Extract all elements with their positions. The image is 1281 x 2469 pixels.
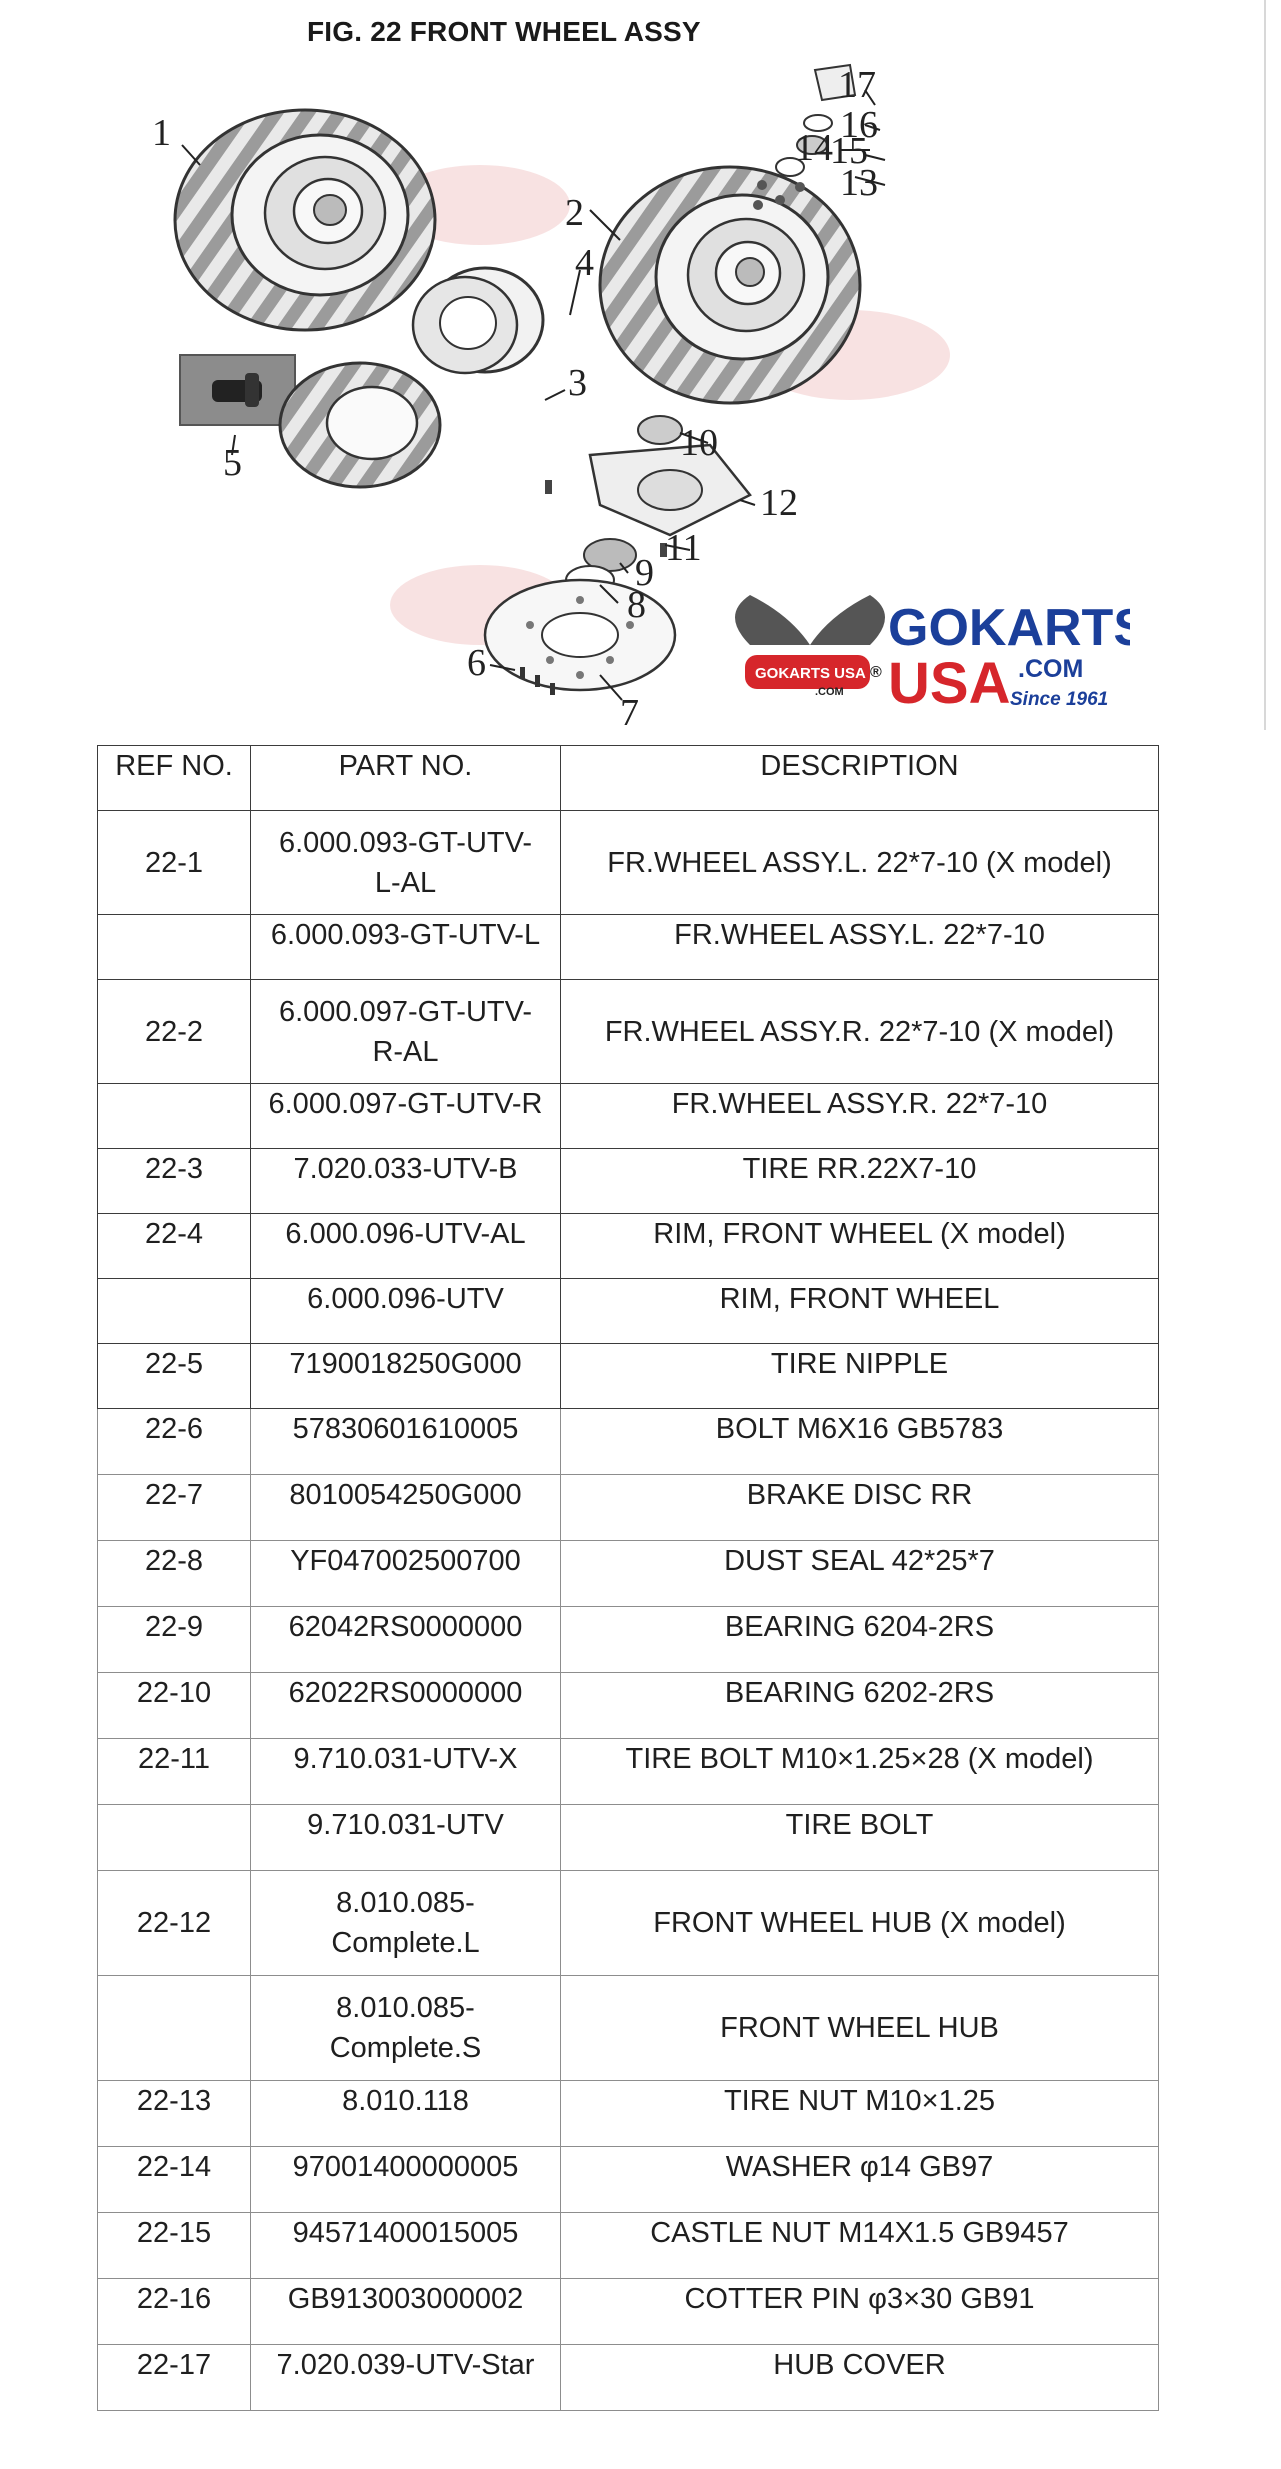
part-cell: GB913003000002 — [251, 2279, 561, 2345]
part-cell: 7.020.033-UTV-B — [251, 1149, 561, 1214]
logo-badge-text: GOKARTS USA — [755, 665, 866, 682]
exploded-diagram — [150, 55, 1130, 725]
ref-cell: 22-4 — [98, 1214, 251, 1279]
logo-registered: ® — [870, 664, 882, 681]
ref-cell — [98, 1805, 251, 1871]
part-line-1: 8.010.085- — [336, 1992, 475, 2024]
desc-cell: TIRE BOLT M10×1.25×28 (X model) — [561, 1739, 1159, 1805]
callout-10: 10 — [680, 422, 718, 464]
callout-16: 16 — [840, 104, 878, 146]
part-cell — [251, 811, 561, 915]
ref-cell: 22-12 — [98, 1871, 251, 1976]
exploded-diagram-svg — [150, 55, 1130, 725]
part-cell: 6.000.096-UTV — [251, 1279, 561, 1344]
part-cell: 7190018250G000 — [251, 1344, 561, 1409]
table-row — [98, 1279, 1159, 1344]
ref-cell: 22-8 — [98, 1541, 251, 1607]
table-row — [98, 1976, 1159, 2081]
desc-cell: FRONT WHEEL HUB (X model) — [561, 1871, 1159, 1976]
callout-11: 11 — [665, 527, 702, 569]
ref-cell: 22-15 — [98, 2213, 251, 2279]
brake-disc-7 — [485, 580, 675, 695]
table-row — [98, 1084, 1159, 1149]
part-cell: YF047002500700 — [251, 1541, 561, 1607]
part-cell: 8.010.118 — [251, 2081, 561, 2147]
desc-cell: FR.WHEEL ASSY.R. 22*7-10 — [561, 1084, 1159, 1149]
callout-12: 12 — [760, 482, 798, 524]
table-row — [98, 2081, 1159, 2147]
desc-cell: RIM, FRONT WHEEL — [561, 1279, 1159, 1344]
rim-4 — [413, 268, 543, 373]
desc-cell: FR.WHEEL ASSY.R. 22*7-10 (X model) — [561, 980, 1159, 1084]
part-line-2: Complete.S — [329, 2032, 482, 2064]
page-edge-rule — [1264, 0, 1266, 730]
part-cell: 6.000.093-GT-UTV-L — [251, 915, 561, 980]
table-row — [98, 1541, 1159, 1607]
ref-cell: 22-7 — [98, 1475, 251, 1541]
part-cell: 94571400015005 — [251, 2213, 561, 2279]
wheel-1-assembly — [175, 110, 435, 330]
ref-cell — [98, 1279, 251, 1344]
table-row — [98, 915, 1159, 980]
desc-cell: TIRE BOLT — [561, 1805, 1159, 1871]
part-cell: 9.710.031-UTV-X — [251, 1739, 561, 1805]
desc-cell: BRAKE DISC RR — [561, 1475, 1159, 1541]
ref-cell: 22-6 — [98, 1409, 251, 1475]
ref-cell: 22-11 — [98, 1739, 251, 1805]
desc-cell: BEARING 6202-2RS — [561, 1673, 1159, 1739]
ref-cell: 22-3 — [98, 1149, 251, 1214]
figure-title: FIG. 22 FRONT WHEEL ASSY — [307, 16, 701, 47]
gokarts-usa-logo — [735, 595, 1130, 716]
tire-3 — [280, 363, 440, 487]
ref-cell: 22-1 — [98, 811, 251, 915]
ref-cell: 22-2 — [98, 980, 251, 1084]
ref-cell: 22-16 — [98, 2279, 251, 2345]
desc-cell: COTTER PIN φ3×30 GB91 — [561, 2279, 1159, 2345]
part-cell: 6.000.096-UTV-AL — [251, 1214, 561, 1279]
desc-cell: DUST SEAL 42*25*7 — [561, 1541, 1159, 1607]
part-line-2: R-AL — [372, 1035, 439, 1068]
table-row — [98, 1149, 1159, 1214]
part-cell: 7.020.039-UTV-Star — [251, 2345, 561, 2411]
part-cell: 62022RS0000000 — [251, 1673, 561, 1739]
desc-cell: CASTLE NUT M14X1.5 GB9457 — [561, 2213, 1159, 2279]
ref-cell: 22-13 — [98, 2081, 251, 2147]
table-row — [98, 1475, 1159, 1541]
callout-15: 15 — [830, 130, 868, 172]
table-row — [98, 1344, 1159, 1409]
part-cell: 6.000.097-GT-UTV-R — [251, 1084, 561, 1149]
table-row — [98, 1871, 1159, 1976]
table-row — [98, 1214, 1159, 1279]
desc-cell: WASHER φ14 GB97 — [561, 2147, 1159, 2213]
callout-6: 6 — [467, 642, 486, 684]
header-part-no: PART NO. — [251, 746, 561, 811]
callout-7: 7 — [620, 692, 639, 725]
table-row — [98, 811, 1159, 915]
desc-cell: TIRE NUT M10×1.25 — [561, 2081, 1159, 2147]
ref-cell: 22-9 — [98, 1607, 251, 1673]
table-row — [98, 1607, 1159, 1673]
desc-cell: FRONT WHEEL HUB — [561, 1976, 1159, 2081]
part-cell: 8010054250G000 — [251, 1475, 561, 1541]
table-header-row — [98, 746, 1159, 811]
table-row — [98, 2147, 1159, 2213]
part-line-2: Complete.L — [331, 1927, 480, 1959]
part-cell: 97001400000005 — [251, 2147, 561, 2213]
callout-5: 5 — [223, 442, 242, 484]
callout-4: 4 — [575, 242, 594, 284]
header-ref-no: REF NO. — [98, 746, 251, 811]
desc-cell: TIRE RR.22X7-10 — [561, 1149, 1159, 1214]
desc-cell: FR.WHEEL ASSY.L. 22*7-10 — [561, 915, 1159, 980]
part-line-2: L-AL — [374, 866, 437, 899]
table-row — [98, 980, 1159, 1084]
table-row — [98, 1739, 1159, 1805]
part-line-1: 6.000.093-GT-UTV- — [278, 826, 533, 859]
table-row — [98, 2345, 1159, 2411]
table-row — [98, 1673, 1159, 1739]
ref-cell — [98, 1976, 251, 2081]
callout-3: 3 — [568, 362, 587, 404]
part-cell: 57830601610005 — [251, 1409, 561, 1475]
logo-domain: .COM — [1018, 655, 1084, 683]
desc-cell: RIM, FRONT WHEEL (X model) — [561, 1214, 1159, 1279]
ref-cell: 22-14 — [98, 2147, 251, 2213]
callout-1: 1 — [152, 112, 171, 154]
part-cell — [251, 1976, 561, 2081]
table-row — [98, 2213, 1159, 2279]
desc-cell: BOLT M6X16 GB5783 — [561, 1409, 1159, 1475]
callout-8: 8 — [627, 584, 646, 626]
table-row — [98, 1805, 1159, 1871]
part-cell: 62042RS0000000 — [251, 1607, 561, 1673]
logo-line2: USA — [888, 651, 1011, 716]
header-description: DESCRIPTION — [561, 746, 1159, 811]
desc-cell: HUB COVER — [561, 2345, 1159, 2411]
callout-9: 9 — [635, 552, 654, 594]
part-line-1: 8.010.085- — [336, 1887, 475, 1919]
callout-13: 13 — [840, 162, 878, 204]
table-row — [98, 2279, 1159, 2345]
desc-cell: FR.WHEEL ASSY.L. 22*7-10 (X model) — [561, 811, 1159, 915]
callout-17: 17 — [838, 64, 876, 106]
part-cell — [251, 1871, 561, 1976]
ref-cell — [98, 1084, 251, 1149]
desc-cell: TIRE NIPPLE — [561, 1344, 1159, 1409]
tire-nipple-5 — [180, 355, 295, 425]
ref-cell: 22-10 — [98, 1673, 251, 1739]
callout-14: 14 — [795, 127, 833, 169]
logo-line1: GOKARTS — [888, 599, 1130, 657]
wheel-2-assembly — [600, 167, 860, 403]
ref-cell: 22-5 — [98, 1344, 251, 1409]
logo-badge-domain: .COM — [815, 686, 844, 698]
ref-cell — [98, 915, 251, 980]
table-row — [98, 1409, 1159, 1475]
part-line-1: 6.000.097-GT-UTV- — [278, 995, 533, 1028]
parts-table — [97, 745, 1159, 2411]
ref-cell: 22-17 — [98, 2345, 251, 2411]
part-cell — [251, 980, 561, 1084]
logo-since: Since 1961 — [1010, 689, 1109, 710]
callout-2: 2 — [565, 192, 584, 234]
part-cell: 9.710.031-UTV — [251, 1805, 561, 1871]
desc-cell: BEARING 6204-2RS — [561, 1607, 1159, 1673]
